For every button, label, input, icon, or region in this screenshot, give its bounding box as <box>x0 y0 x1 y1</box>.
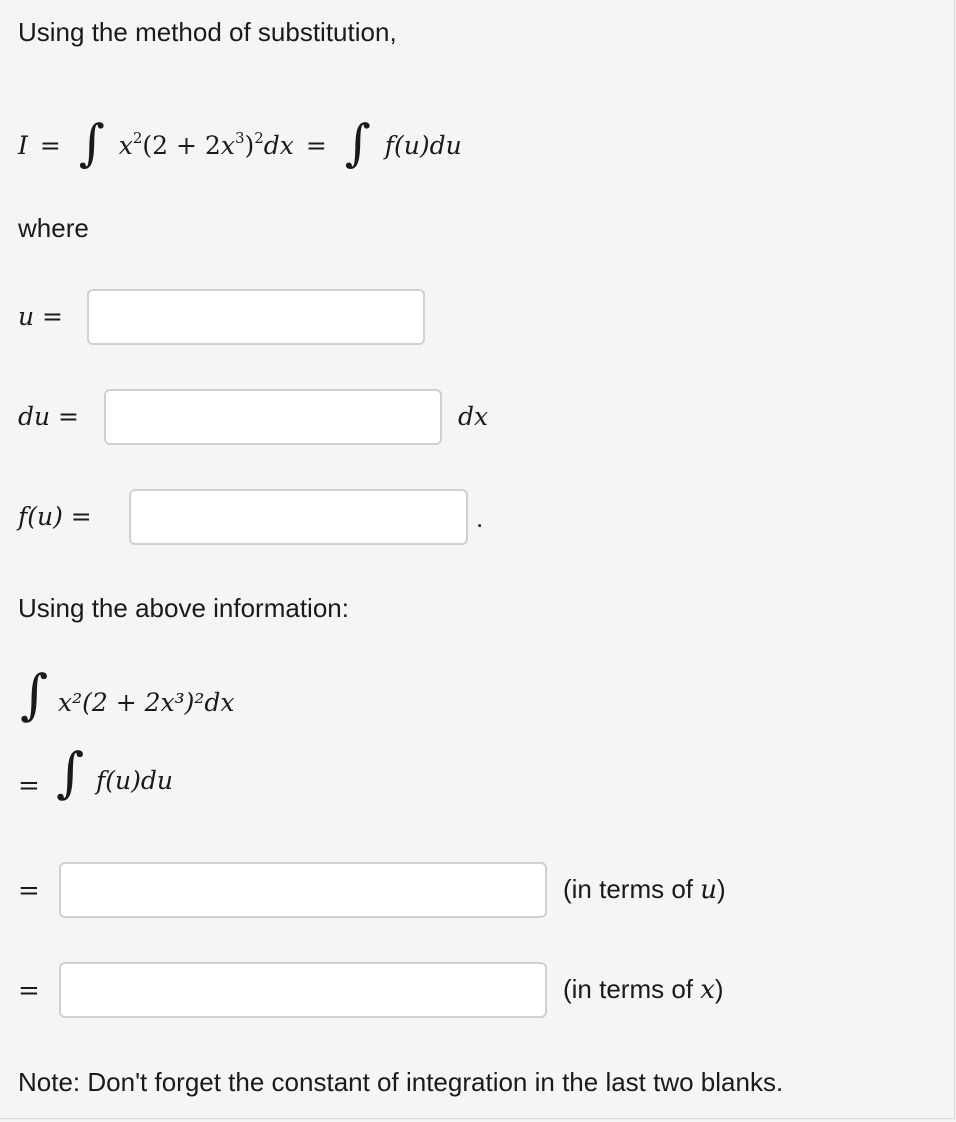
derivation-second: f(u)du <box>96 766 173 795</box>
eq-exp-2: 2 <box>132 129 143 147</box>
eq-sign-1: = <box>39 131 61 160</box>
fu-input[interactable] <box>129 489 468 545</box>
eq-exp-3: 3 <box>234 129 245 147</box>
u-label: u = <box>18 302 63 331</box>
answer-u-note-post: ) <box>717 874 726 904</box>
answer-x-note-pre: (in terms of <box>563 974 701 1004</box>
eq-close: ) <box>244 131 255 160</box>
u-input[interactable] <box>87 289 425 345</box>
eq-paren: (2 + 2 <box>142 131 221 160</box>
answer-x-note-var: x <box>700 975 715 1005</box>
answer-u-note <box>563 873 726 906</box>
answer-u-input[interactable] <box>59 862 547 918</box>
du-input[interactable] <box>104 389 442 445</box>
answer-u-note-var: u <box>700 875 717 905</box>
eq-x: x <box>118 131 133 160</box>
eq-exp-2b: 2 <box>254 129 264 147</box>
using-above-text: Using the above information: <box>18 593 349 623</box>
du-suffix: dx <box>458 402 489 431</box>
derivation-eq-3: = <box>18 976 40 1006</box>
eq-x2: x <box>220 131 235 160</box>
integral-sign: ∫ <box>78 114 105 172</box>
eq-sign-2: = <box>305 131 327 160</box>
du-label: du = <box>18 402 79 431</box>
answer-x-note <box>563 973 724 1006</box>
eq-rhs: f(u)du <box>384 131 462 160</box>
answer-x-note-post: ) <box>714 974 724 1004</box>
main-equation <box>18 112 462 172</box>
derivation-eq-1: = <box>18 771 40 801</box>
fu-suffix: . <box>476 503 484 533</box>
integral-sign-2: ∫ <box>344 114 371 172</box>
eq-dx: dx <box>263 131 294 160</box>
intro-text: Using the method of substitution, <box>18 17 397 47</box>
eq-lhs: I <box>18 131 28 160</box>
where-text: where <box>18 213 89 243</box>
answer-u-note-pre: (in terms of <box>563 874 701 904</box>
derivation-integral-sign-2: ∫ <box>56 741 85 804</box>
derivation-integral-sign: ∫ <box>20 663 49 726</box>
note-text: Note: Don't forget the constant of integration in the last two blanks. <box>18 1067 784 1097</box>
fu-label: f(u) = <box>18 502 92 531</box>
derivation-eq-2: = <box>18 876 40 906</box>
derivation-integrand: x²(2 + 2x³)²dx <box>58 688 235 717</box>
answer-x-input[interactable] <box>59 962 547 1018</box>
